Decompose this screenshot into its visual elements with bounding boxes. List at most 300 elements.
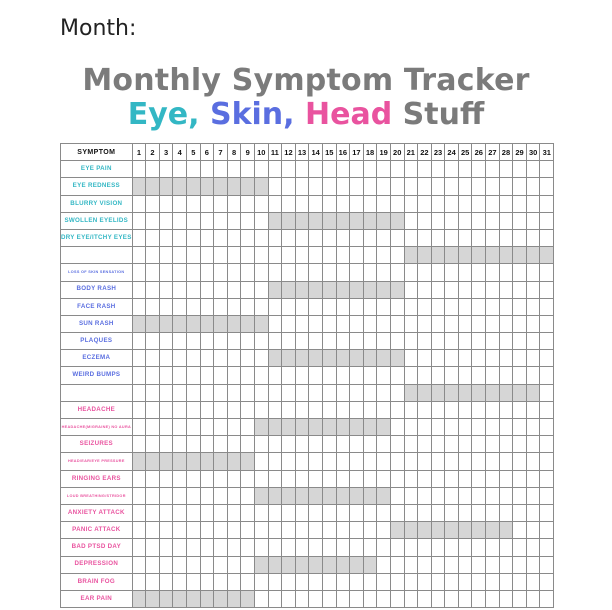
day-cell[interactable] bbox=[377, 315, 391, 332]
day-cell[interactable] bbox=[146, 453, 160, 470]
day-cell[interactable] bbox=[173, 178, 187, 195]
day-cell[interactable] bbox=[132, 419, 146, 436]
day-cell[interactable] bbox=[241, 401, 255, 418]
day-cell[interactable] bbox=[322, 264, 336, 281]
day-cell[interactable] bbox=[132, 333, 146, 350]
day-cell[interactable] bbox=[350, 281, 364, 298]
day-cell[interactable] bbox=[431, 315, 445, 332]
day-cell[interactable] bbox=[187, 384, 201, 401]
day-cell[interactable] bbox=[214, 212, 228, 229]
day-cell[interactable] bbox=[418, 212, 432, 229]
day-cell[interactable] bbox=[336, 573, 350, 590]
day-cell[interactable] bbox=[241, 281, 255, 298]
day-cell[interactable] bbox=[472, 436, 486, 453]
day-cell[interactable] bbox=[227, 539, 241, 556]
day-cell[interactable] bbox=[472, 522, 486, 539]
day-cell[interactable] bbox=[187, 419, 201, 436]
day-cell[interactable] bbox=[187, 315, 201, 332]
day-cell[interactable] bbox=[486, 281, 500, 298]
day-cell[interactable] bbox=[499, 419, 513, 436]
day-cell[interactable] bbox=[132, 212, 146, 229]
day-cell[interactable] bbox=[363, 264, 377, 281]
day-cell[interactable] bbox=[390, 195, 404, 212]
day-cell[interactable] bbox=[404, 367, 418, 384]
day-cell[interactable] bbox=[513, 539, 527, 556]
day-cell[interactable] bbox=[241, 453, 255, 470]
day-cell[interactable] bbox=[350, 556, 364, 573]
day-cell[interactable] bbox=[295, 161, 309, 178]
day-cell[interactable] bbox=[187, 487, 201, 504]
day-cell[interactable] bbox=[132, 247, 146, 264]
day-cell[interactable] bbox=[445, 161, 459, 178]
day-cell[interactable] bbox=[146, 247, 160, 264]
day-cell[interactable] bbox=[214, 195, 228, 212]
day-cell[interactable] bbox=[363, 590, 377, 607]
day-cell[interactable] bbox=[336, 487, 350, 504]
day-cell[interactable] bbox=[513, 384, 527, 401]
day-cell[interactable] bbox=[254, 350, 268, 367]
day-cell[interactable] bbox=[431, 350, 445, 367]
day-cell[interactable] bbox=[336, 212, 350, 229]
day-cell[interactable] bbox=[377, 298, 391, 315]
day-cell[interactable] bbox=[159, 212, 173, 229]
day-cell[interactable] bbox=[187, 247, 201, 264]
day-cell[interactable] bbox=[418, 573, 432, 590]
day-cell[interactable] bbox=[486, 298, 500, 315]
day-cell[interactable] bbox=[540, 281, 554, 298]
day-cell[interactable] bbox=[159, 573, 173, 590]
day-cell[interactable] bbox=[282, 161, 296, 178]
day-cell[interactable] bbox=[214, 333, 228, 350]
day-cell[interactable] bbox=[132, 315, 146, 332]
day-cell[interactable] bbox=[377, 573, 391, 590]
day-cell[interactable] bbox=[445, 590, 459, 607]
day-cell[interactable] bbox=[214, 401, 228, 418]
day-cell[interactable] bbox=[268, 350, 282, 367]
day-cell[interactable] bbox=[227, 367, 241, 384]
day-cell[interactable] bbox=[458, 522, 472, 539]
day-cell[interactable] bbox=[254, 229, 268, 246]
day-cell[interactable] bbox=[377, 384, 391, 401]
day-cell[interactable] bbox=[200, 573, 214, 590]
day-cell[interactable] bbox=[173, 522, 187, 539]
day-cell[interactable] bbox=[540, 333, 554, 350]
day-cell[interactable] bbox=[214, 539, 228, 556]
day-cell[interactable] bbox=[254, 298, 268, 315]
day-cell[interactable] bbox=[350, 298, 364, 315]
day-cell[interactable] bbox=[418, 487, 432, 504]
day-cell[interactable] bbox=[214, 281, 228, 298]
day-cell[interactable] bbox=[472, 470, 486, 487]
day-cell[interactable] bbox=[513, 195, 527, 212]
day-cell[interactable] bbox=[173, 436, 187, 453]
day-cell[interactable] bbox=[540, 229, 554, 246]
day-cell[interactable] bbox=[132, 384, 146, 401]
day-cell[interactable] bbox=[268, 367, 282, 384]
day-cell[interactable] bbox=[159, 556, 173, 573]
day-cell[interactable] bbox=[445, 350, 459, 367]
day-cell[interactable] bbox=[336, 401, 350, 418]
day-cell[interactable] bbox=[295, 522, 309, 539]
day-cell[interactable] bbox=[458, 504, 472, 521]
day-cell[interactable] bbox=[322, 212, 336, 229]
day-cell[interactable] bbox=[458, 212, 472, 229]
day-cell[interactable] bbox=[431, 401, 445, 418]
day-cell[interactable] bbox=[227, 212, 241, 229]
day-cell[interactable] bbox=[336, 539, 350, 556]
day-cell[interactable] bbox=[513, 298, 527, 315]
day-cell[interactable] bbox=[146, 487, 160, 504]
day-cell[interactable] bbox=[159, 264, 173, 281]
day-cell[interactable] bbox=[377, 453, 391, 470]
day-cell[interactable] bbox=[187, 522, 201, 539]
day-cell[interactable] bbox=[173, 367, 187, 384]
day-cell[interactable] bbox=[499, 298, 513, 315]
day-cell[interactable] bbox=[159, 436, 173, 453]
day-cell[interactable] bbox=[200, 470, 214, 487]
day-cell[interactable] bbox=[268, 539, 282, 556]
day-cell[interactable] bbox=[254, 281, 268, 298]
day-cell[interactable] bbox=[159, 195, 173, 212]
day-cell[interactable] bbox=[363, 281, 377, 298]
day-cell[interactable] bbox=[431, 333, 445, 350]
day-cell[interactable] bbox=[295, 367, 309, 384]
day-cell[interactable] bbox=[540, 161, 554, 178]
day-cell[interactable] bbox=[309, 333, 323, 350]
day-cell[interactable] bbox=[390, 281, 404, 298]
day-cell[interactable] bbox=[540, 504, 554, 521]
day-cell[interactable] bbox=[336, 384, 350, 401]
day-cell[interactable] bbox=[322, 590, 336, 607]
day-cell[interactable] bbox=[187, 556, 201, 573]
day-cell[interactable] bbox=[418, 281, 432, 298]
day-cell[interactable] bbox=[282, 384, 296, 401]
day-cell[interactable] bbox=[540, 178, 554, 195]
day-cell[interactable] bbox=[309, 350, 323, 367]
day-cell[interactable] bbox=[322, 333, 336, 350]
day-cell[interactable] bbox=[540, 298, 554, 315]
day-cell[interactable] bbox=[227, 298, 241, 315]
day-cell[interactable] bbox=[513, 350, 527, 367]
day-cell[interactable] bbox=[159, 453, 173, 470]
day-cell[interactable] bbox=[295, 264, 309, 281]
day-cell[interactable] bbox=[513, 247, 527, 264]
day-cell[interactable] bbox=[526, 264, 540, 281]
day-cell[interactable] bbox=[350, 384, 364, 401]
day-cell[interactable] bbox=[513, 487, 527, 504]
day-cell[interactable] bbox=[132, 178, 146, 195]
day-cell[interactable] bbox=[282, 522, 296, 539]
day-cell[interactable] bbox=[268, 229, 282, 246]
day-cell[interactable] bbox=[241, 539, 255, 556]
day-cell[interactable] bbox=[309, 487, 323, 504]
day-cell[interactable] bbox=[445, 212, 459, 229]
day-cell[interactable] bbox=[377, 470, 391, 487]
day-cell[interactable] bbox=[254, 333, 268, 350]
day-cell[interactable] bbox=[540, 419, 554, 436]
day-cell[interactable] bbox=[486, 350, 500, 367]
day-cell[interactable] bbox=[295, 539, 309, 556]
day-cell[interactable] bbox=[268, 298, 282, 315]
day-cell[interactable] bbox=[486, 453, 500, 470]
day-cell[interactable] bbox=[309, 384, 323, 401]
day-cell[interactable] bbox=[254, 453, 268, 470]
day-cell[interactable] bbox=[377, 539, 391, 556]
day-cell[interactable] bbox=[200, 401, 214, 418]
day-cell[interactable] bbox=[214, 229, 228, 246]
day-cell[interactable] bbox=[336, 333, 350, 350]
day-cell[interactable] bbox=[132, 590, 146, 607]
day-cell[interactable] bbox=[404, 281, 418, 298]
day-cell[interactable] bbox=[241, 195, 255, 212]
day-cell[interactable] bbox=[390, 178, 404, 195]
day-cell[interactable] bbox=[499, 161, 513, 178]
day-cell[interactable] bbox=[472, 161, 486, 178]
day-cell[interactable] bbox=[513, 590, 527, 607]
day-cell[interactable] bbox=[404, 333, 418, 350]
day-cell[interactable] bbox=[200, 556, 214, 573]
day-cell[interactable] bbox=[241, 487, 255, 504]
day-cell[interactable] bbox=[350, 264, 364, 281]
day-cell[interactable] bbox=[363, 161, 377, 178]
day-cell[interactable] bbox=[200, 161, 214, 178]
day-cell[interactable] bbox=[214, 504, 228, 521]
day-cell[interactable] bbox=[363, 487, 377, 504]
day-cell[interactable] bbox=[132, 436, 146, 453]
day-cell[interactable] bbox=[472, 229, 486, 246]
day-cell[interactable] bbox=[486, 315, 500, 332]
day-cell[interactable] bbox=[336, 522, 350, 539]
day-cell[interactable] bbox=[336, 264, 350, 281]
day-cell[interactable] bbox=[322, 419, 336, 436]
day-cell[interactable] bbox=[254, 556, 268, 573]
day-cell[interactable] bbox=[336, 350, 350, 367]
day-cell[interactable] bbox=[499, 470, 513, 487]
day-cell[interactable] bbox=[513, 212, 527, 229]
day-cell[interactable] bbox=[431, 195, 445, 212]
day-cell[interactable] bbox=[173, 212, 187, 229]
day-cell[interactable] bbox=[173, 470, 187, 487]
day-cell[interactable] bbox=[322, 436, 336, 453]
day-cell[interactable] bbox=[214, 298, 228, 315]
day-cell[interactable] bbox=[214, 522, 228, 539]
day-cell[interactable] bbox=[295, 436, 309, 453]
day-cell[interactable] bbox=[187, 470, 201, 487]
day-cell[interactable] bbox=[200, 384, 214, 401]
day-cell[interactable] bbox=[472, 281, 486, 298]
day-cell[interactable] bbox=[486, 470, 500, 487]
day-cell[interactable] bbox=[526, 281, 540, 298]
day-cell[interactable] bbox=[431, 573, 445, 590]
day-cell[interactable] bbox=[540, 487, 554, 504]
day-cell[interactable] bbox=[254, 384, 268, 401]
day-cell[interactable] bbox=[540, 401, 554, 418]
day-cell[interactable] bbox=[486, 487, 500, 504]
day-cell[interactable] bbox=[486, 539, 500, 556]
day-cell[interactable] bbox=[173, 281, 187, 298]
day-cell[interactable] bbox=[254, 401, 268, 418]
day-cell[interactable] bbox=[390, 350, 404, 367]
day-cell[interactable] bbox=[146, 419, 160, 436]
day-cell[interactable] bbox=[404, 522, 418, 539]
day-cell[interactable] bbox=[187, 298, 201, 315]
day-cell[interactable] bbox=[486, 384, 500, 401]
day-cell[interactable] bbox=[499, 281, 513, 298]
day-cell[interactable] bbox=[458, 298, 472, 315]
day-cell[interactable] bbox=[404, 590, 418, 607]
day-cell[interactable] bbox=[200, 487, 214, 504]
day-cell[interactable] bbox=[431, 264, 445, 281]
day-cell[interactable] bbox=[486, 264, 500, 281]
day-cell[interactable] bbox=[390, 367, 404, 384]
day-cell[interactable] bbox=[295, 315, 309, 332]
day-cell[interactable] bbox=[431, 281, 445, 298]
day-cell[interactable] bbox=[132, 487, 146, 504]
day-cell[interactable] bbox=[309, 436, 323, 453]
day-cell[interactable] bbox=[431, 419, 445, 436]
day-cell[interactable] bbox=[159, 281, 173, 298]
day-cell[interactable] bbox=[173, 401, 187, 418]
day-cell[interactable] bbox=[146, 367, 160, 384]
day-cell[interactable] bbox=[159, 298, 173, 315]
day-cell[interactable] bbox=[418, 161, 432, 178]
day-cell[interactable] bbox=[499, 453, 513, 470]
day-cell[interactable] bbox=[159, 350, 173, 367]
day-cell[interactable] bbox=[268, 487, 282, 504]
day-cell[interactable] bbox=[445, 436, 459, 453]
day-cell[interactable] bbox=[200, 264, 214, 281]
day-cell[interactable] bbox=[404, 247, 418, 264]
day-cell[interactable] bbox=[486, 556, 500, 573]
day-cell[interactable] bbox=[187, 212, 201, 229]
day-cell[interactable] bbox=[540, 573, 554, 590]
day-cell[interactable] bbox=[363, 367, 377, 384]
day-cell[interactable] bbox=[282, 264, 296, 281]
day-cell[interactable] bbox=[132, 539, 146, 556]
day-cell[interactable] bbox=[336, 178, 350, 195]
day-cell[interactable] bbox=[159, 161, 173, 178]
day-cell[interactable] bbox=[390, 419, 404, 436]
day-cell[interactable] bbox=[418, 539, 432, 556]
day-cell[interactable] bbox=[540, 522, 554, 539]
day-cell[interactable] bbox=[295, 247, 309, 264]
day-cell[interactable] bbox=[418, 522, 432, 539]
day-cell[interactable] bbox=[363, 195, 377, 212]
day-cell[interactable] bbox=[418, 333, 432, 350]
day-cell[interactable] bbox=[526, 539, 540, 556]
day-cell[interactable] bbox=[254, 522, 268, 539]
day-cell[interactable] bbox=[159, 504, 173, 521]
day-cell[interactable] bbox=[390, 161, 404, 178]
day-cell[interactable] bbox=[282, 401, 296, 418]
day-cell[interactable] bbox=[282, 367, 296, 384]
day-cell[interactable] bbox=[445, 504, 459, 521]
day-cell[interactable] bbox=[241, 350, 255, 367]
day-cell[interactable] bbox=[540, 247, 554, 264]
day-cell[interactable] bbox=[458, 419, 472, 436]
day-cell[interactable] bbox=[268, 573, 282, 590]
day-cell[interactable] bbox=[431, 247, 445, 264]
day-cell[interactable] bbox=[363, 350, 377, 367]
day-cell[interactable] bbox=[254, 436, 268, 453]
day-cell[interactable] bbox=[526, 298, 540, 315]
day-cell[interactable] bbox=[254, 195, 268, 212]
day-cell[interactable] bbox=[540, 212, 554, 229]
day-cell[interactable] bbox=[187, 436, 201, 453]
day-cell[interactable] bbox=[526, 470, 540, 487]
day-cell[interactable] bbox=[336, 556, 350, 573]
day-cell[interactable] bbox=[214, 556, 228, 573]
day-cell[interactable] bbox=[268, 333, 282, 350]
day-cell[interactable] bbox=[472, 504, 486, 521]
day-cell[interactable] bbox=[309, 264, 323, 281]
day-cell[interactable] bbox=[431, 229, 445, 246]
day-cell[interactable] bbox=[268, 264, 282, 281]
day-cell[interactable] bbox=[146, 350, 160, 367]
day-cell[interactable] bbox=[282, 436, 296, 453]
day-cell[interactable] bbox=[282, 229, 296, 246]
day-cell[interactable] bbox=[173, 333, 187, 350]
day-cell[interactable] bbox=[377, 419, 391, 436]
day-cell[interactable] bbox=[526, 195, 540, 212]
day-cell[interactable] bbox=[254, 573, 268, 590]
day-cell[interactable] bbox=[295, 504, 309, 521]
day-cell[interactable] bbox=[377, 504, 391, 521]
day-cell[interactable] bbox=[377, 590, 391, 607]
day-cell[interactable] bbox=[526, 367, 540, 384]
day-cell[interactable] bbox=[200, 539, 214, 556]
day-cell[interactable] bbox=[458, 401, 472, 418]
day-cell[interactable] bbox=[445, 487, 459, 504]
day-cell[interactable] bbox=[513, 264, 527, 281]
day-cell[interactable] bbox=[322, 453, 336, 470]
day-cell[interactable] bbox=[322, 281, 336, 298]
day-cell[interactable] bbox=[214, 384, 228, 401]
day-cell[interactable] bbox=[187, 229, 201, 246]
day-cell[interactable] bbox=[390, 315, 404, 332]
day-cell[interactable] bbox=[350, 487, 364, 504]
day-cell[interactable] bbox=[146, 384, 160, 401]
day-cell[interactable] bbox=[486, 504, 500, 521]
day-cell[interactable] bbox=[173, 384, 187, 401]
day-cell[interactable] bbox=[159, 315, 173, 332]
day-cell[interactable] bbox=[390, 556, 404, 573]
day-cell[interactable] bbox=[526, 573, 540, 590]
day-cell[interactable] bbox=[390, 264, 404, 281]
day-cell[interactable] bbox=[187, 161, 201, 178]
day-cell[interactable] bbox=[173, 504, 187, 521]
day-cell[interactable] bbox=[132, 522, 146, 539]
day-cell[interactable] bbox=[458, 470, 472, 487]
day-cell[interactable] bbox=[472, 264, 486, 281]
day-cell[interactable] bbox=[363, 212, 377, 229]
day-cell[interactable] bbox=[486, 178, 500, 195]
day-cell[interactable] bbox=[363, 573, 377, 590]
day-cell[interactable] bbox=[431, 178, 445, 195]
day-cell[interactable] bbox=[418, 178, 432, 195]
day-cell[interactable] bbox=[363, 401, 377, 418]
day-cell[interactable] bbox=[458, 178, 472, 195]
day-cell[interactable] bbox=[227, 384, 241, 401]
day-cell[interactable] bbox=[418, 504, 432, 521]
day-cell[interactable] bbox=[350, 212, 364, 229]
day-cell[interactable] bbox=[350, 315, 364, 332]
day-cell[interactable] bbox=[350, 573, 364, 590]
day-cell[interactable] bbox=[472, 384, 486, 401]
day-cell[interactable] bbox=[254, 419, 268, 436]
day-cell[interactable] bbox=[445, 453, 459, 470]
day-cell[interactable] bbox=[404, 453, 418, 470]
